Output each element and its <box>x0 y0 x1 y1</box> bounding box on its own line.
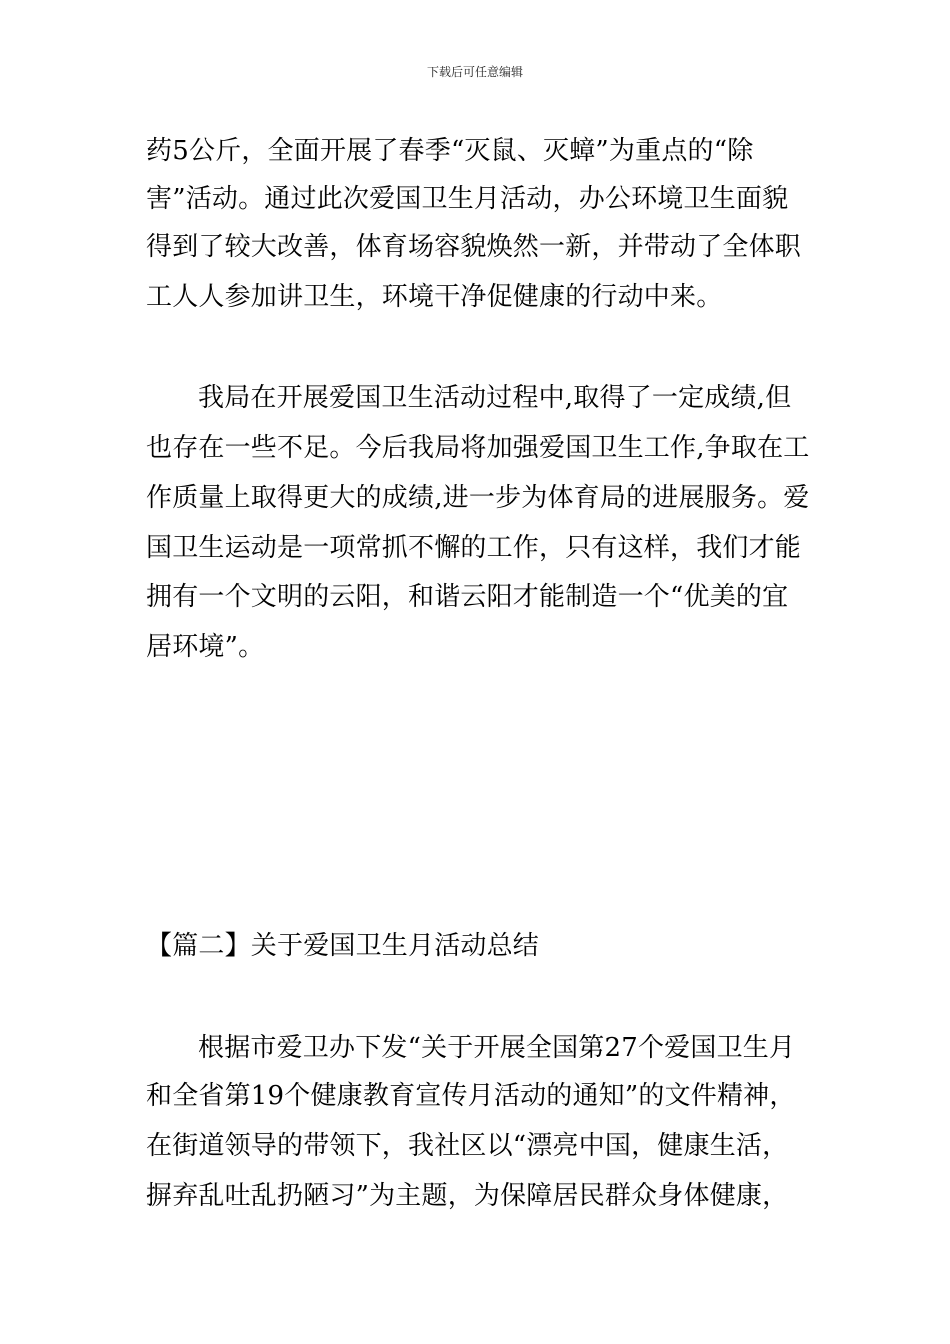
paragraph-line: 得到了较大改善，体育场容貌焕然一新，并带动了全体职 <box>146 232 802 262</box>
paragraph-line: 作质量上取得更大的成绩,进一步为体育局的进展服务。爱 <box>146 483 810 513</box>
paragraph-line: 害”活动。通过此次爱国卫生月活动，办公环境卫生面貌 <box>146 184 789 214</box>
paragraph-line: 拥有一个文明的云阳，和谐云阳才能制造一个“优美的宜 <box>146 582 789 612</box>
paragraph-line: 我局在开展爱国卫生活动过程中,取得了一定成绩,但 <box>198 383 792 413</box>
paragraph-line: 居环境”。 <box>146 632 265 662</box>
paragraph-line: 根据市爱卫办下发“关于开展全国第27个爱国卫生月 <box>198 1033 796 1063</box>
paragraph-line: 在街道领导的带领下，我社区以“漂亮中国，健康生活， <box>146 1131 789 1161</box>
paragraph-line: 工人人参加讲卫生，环境干净促健康的行动中来。 <box>146 282 723 312</box>
section-title: 【篇二】关于爱国卫生月活动总结 <box>146 931 540 961</box>
paragraph-line: 也存在一些不足。今后我局将加强爱国卫生工作,争取在工 <box>146 433 810 463</box>
paragraph-line: 国卫生运动是一项常抓不懈的工作，只有这样，我们才能 <box>146 533 802 563</box>
page-header: 下载后可任意编辑 <box>426 65 523 79</box>
paragraph-line: 药5公斤，全面开展了春季“灭鼠、灭蟑”为重点的“除 <box>146 136 754 166</box>
paragraph-line: 和全省第19个健康教育宣传月活动的通知”的文件精神， <box>146 1081 796 1111</box>
paragraph-line: 摒弃乱吐乱扔陋习”为主题，为保障居民群众身体健康， <box>146 1181 789 1211</box>
